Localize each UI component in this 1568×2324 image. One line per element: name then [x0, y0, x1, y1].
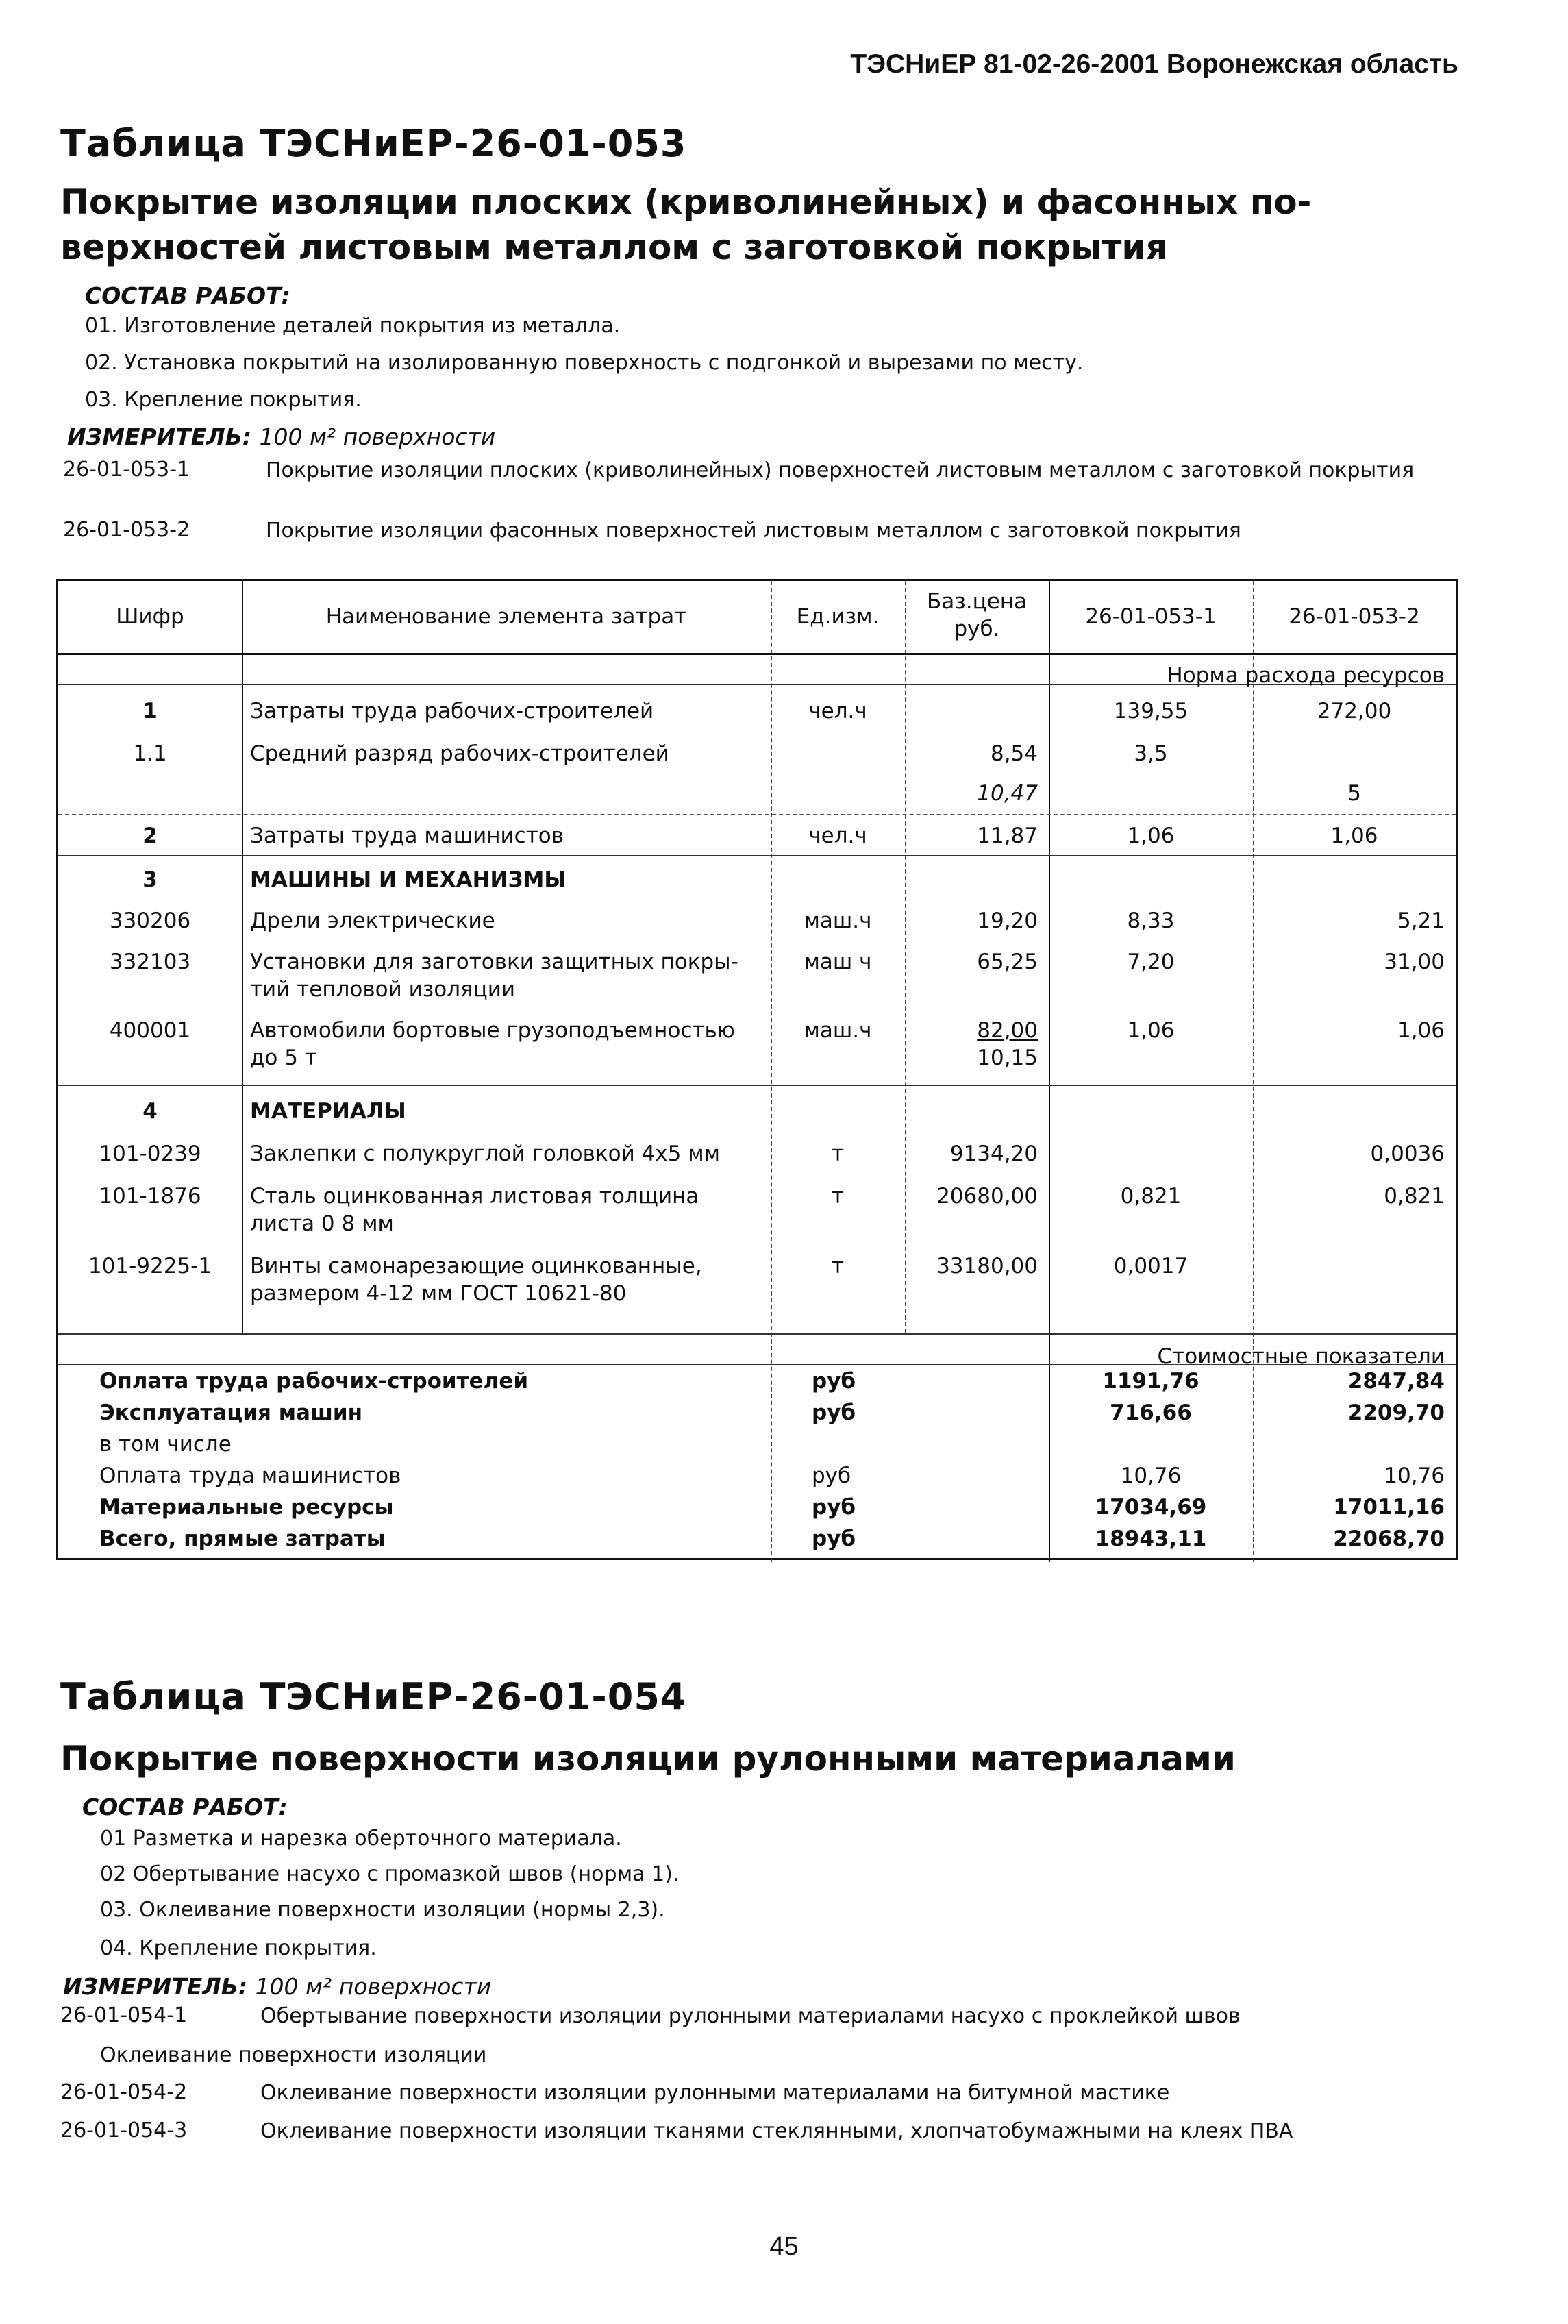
row-code: 3 — [142, 867, 158, 892]
cost-name: Эксплуатация машин — [99, 1400, 363, 1425]
description: Обертывание поверхности изоляции рулонными материалами насухо с проклейкой швов — [260, 2004, 1241, 2028]
row-name: листа 0 8 мм — [250, 1211, 394, 1236]
row-price: 19,20 — [977, 908, 1038, 933]
table1-subtitle — [60, 180, 1485, 270]
row-value-2: 1,06 — [1397, 1018, 1445, 1043]
table1-meter-unit: 100 м² поверхности — [259, 423, 496, 450]
table1-meter — [67, 423, 495, 450]
row-price-2: 10,47 — [977, 781, 1038, 806]
cost-name: Всего, прямые затраты — [99, 1526, 386, 1551]
col-header-unit: Ед.изм. — [796, 604, 880, 629]
cost-unit: руб — [812, 1400, 856, 1425]
table-grid-line — [58, 855, 1456, 856]
row-name: тий тепловой изоляции — [250, 977, 516, 1002]
row-code: 101-1876 — [99, 1184, 201, 1209]
row-unit: маш.ч — [804, 908, 872, 933]
table-grid-line — [242, 581, 243, 1333]
row-name: размером 4-12 мм ГОСТ 10621-80 — [250, 1281, 627, 1306]
row-code: 332103 — [109, 950, 191, 974]
cost-value-1: 716,66 — [1110, 1400, 1192, 1425]
cost-unit: руб — [812, 1495, 856, 1520]
description: Оклеивание поверхности изоляции тканями стеклянными, хлопчатобумажными на клеях ПВА — [260, 2119, 1293, 2143]
code: 26-01-054-1 — [60, 2003, 188, 2027]
table2-meter — [63, 1973, 491, 2000]
row-value-2: 0,0036 — [1370, 1141, 1445, 1166]
row-name: Автомобили бортовые грузоподъемностью — [250, 1018, 735, 1043]
row-code: 101-9225-1 — [88, 1254, 212, 1278]
col-header-variant-1: 26-01-053-1 — [1085, 604, 1217, 629]
table2-subtitle: Покрытие поверхности изоляции рулонными материалами — [60, 1739, 1236, 1779]
table-grid-line — [771, 581, 772, 1562]
table-grid-line — [58, 814, 1456, 815]
row-price: 82,00 — [977, 1018, 1038, 1043]
resource-table — [56, 579, 1458, 1560]
row-unit: чел.ч — [808, 699, 867, 724]
col-header-variant-2: 26-01-053-2 — [1289, 604, 1420, 629]
cost-unit: руб — [812, 1369, 856, 1394]
col-header-cipher: Шифр — [116, 604, 184, 629]
code: 26-01-054-3 — [60, 2118, 188, 2142]
row-value-2: 31,00 — [1384, 950, 1445, 974]
row-price: 11,87 — [977, 824, 1038, 848]
row-value-1: 3,5 — [1134, 741, 1168, 766]
row-name: Винты самонарезающие оцинкованные, — [250, 1254, 702, 1278]
row-value-1: 0,821 — [1120, 1184, 1182, 1209]
cost-value-1: 17034,69 — [1095, 1495, 1207, 1520]
row-price: 20680,00 — [936, 1184, 1038, 1209]
code: 26-01-053-2 — [63, 518, 190, 542]
row-unit: маш ч — [804, 950, 872, 974]
table-grid-line — [58, 1333, 1456, 1335]
table1-works-label: СОСТАВ РАБОТ: — [85, 282, 290, 309]
row-code: 101-0239 — [99, 1141, 201, 1166]
table-grid-line — [58, 1085, 1456, 1086]
description: Оклеивание поверхности изоляции рулонными материалами на битумной мастике — [260, 2081, 1170, 2105]
row-value-1: 7,20 — [1127, 950, 1175, 974]
cost-name: в том числе — [99, 1432, 232, 1457]
row-value-2: 1,06 — [1330, 824, 1378, 848]
cost-value-1: 1191,76 — [1102, 1369, 1199, 1394]
row-value-2: 272,00 — [1317, 699, 1392, 724]
row-name: Средний разряд рабочих-строителей — [250, 741, 669, 766]
running-header: ТЭСНиЕР 81-02-26-2001 Воронежская область — [850, 49, 1458, 79]
row-price: 9134,20 — [949, 1141, 1038, 1166]
section-heading: МАТЕРИАЛЫ — [250, 1099, 406, 1124]
col-header-price: Баз.цена — [926, 589, 1028, 614]
table2-work-item: 02 Обертывание насухо с промазкой швов (норма 1). — [100, 1862, 680, 1886]
description: Покрытие изоляции фасонных поверхностей листовым металлом с заготовкой покрытия — [266, 519, 1241, 543]
row-unit: т — [831, 1254, 845, 1278]
cost-value-1: 10,76 — [1120, 1463, 1182, 1488]
cost-name: Материальные ресурсы — [99, 1495, 394, 1520]
row-unit: маш.ч — [804, 1018, 872, 1043]
description: Оклеивание поверхности изоляции — [100, 2043, 487, 2067]
cost-value-2: 17011,16 — [1333, 1495, 1445, 1520]
row-value-1: 1,06 — [1127, 1018, 1175, 1043]
table2-meter-unit: 100 м² поверхности — [255, 1973, 492, 2000]
code: 26-01-053-1 — [63, 458, 190, 482]
cost-unit: руб — [812, 1463, 851, 1488]
cost-unit: руб — [812, 1526, 856, 1551]
row-price-2: 10,15 — [977, 1046, 1038, 1070]
row-code: 2 — [142, 824, 158, 848]
row-name: Сталь оцинкованная листовая толщина — [250, 1184, 699, 1209]
row-value-2: 5,21 — [1397, 908, 1445, 933]
norm-header: Норма расхода ресурсов — [1167, 663, 1445, 688]
table1-meter-label: ИЗМЕРИТЕЛЬ: — [67, 423, 252, 450]
row-unit: т — [831, 1141, 845, 1166]
row-code: 1 — [142, 699, 158, 724]
section-heading: МАШИНЫ И МЕХАНИЗМЫ — [250, 867, 567, 892]
cost-value-2: 22068,70 — [1333, 1526, 1445, 1551]
table2-title: Таблица ТЭСНиЕР-26-01-054 — [60, 1675, 687, 1718]
row-unit: чел.ч — [808, 824, 867, 848]
table1-work-item: 03. Крепление покрытия. — [85, 388, 362, 412]
row-value-1: 0,0017 — [1113, 1254, 1189, 1278]
cost-name: Оплата труда рабочих-строителей — [99, 1369, 529, 1394]
cost-value-2: 2847,84 — [1347, 1369, 1445, 1394]
table1-subtitle-line2: верхностей листовым металлом с заготовкой покрытия — [60, 227, 1168, 267]
cost-value-2: 10,76 — [1384, 1463, 1445, 1488]
row-name: Дрели электрические — [250, 908, 495, 933]
row-unit: т — [831, 1184, 845, 1209]
table2-works-label: СОСТАВ РАБОТ: — [82, 1794, 288, 1820]
row-code: 330206 — [109, 908, 191, 933]
table2-work-item: 04. Крепление покрытия. — [100, 1936, 377, 1960]
cost-value-1: 18943,11 — [1095, 1526, 1207, 1551]
row-price: 8,54 — [990, 741, 1038, 766]
table1-work-item: 02. Установка покрытий на изолированную поверхность с подгонкой и вырезами по месту. — [85, 351, 1084, 375]
description: Покрытие изоляции плоских (криволинейных) поверхностей листовым металлом с заготовкой покрытия — [266, 458, 1415, 482]
row-name: Заклепки с полукруглой головкой 4х5 мм — [250, 1141, 720, 1166]
page-number: 45 — [769, 2232, 799, 2261]
row-value-2: 0,821 — [1384, 1184, 1445, 1209]
cost-name: Оплата труда машинистов — [99, 1463, 401, 1488]
row-code: 4 — [142, 1099, 158, 1124]
cost-header: Стоимостные показатели — [1157, 1344, 1445, 1369]
row-name: Установки для заготовки защитных покры- — [250, 950, 738, 974]
row-price: 33180,00 — [936, 1254, 1038, 1278]
row-value-2: 5 — [1347, 781, 1361, 806]
row-value-1: 139,55 — [1113, 699, 1189, 724]
row-code: 1.1 — [133, 741, 167, 766]
col-header-price-unit: руб. — [954, 617, 1000, 641]
code: 26-01-054-2 — [60, 2080, 188, 2104]
table2-work-item: 01 Разметка и нарезка оберточного материала. — [100, 1827, 622, 1851]
row-value-1: 8,33 — [1127, 908, 1175, 933]
cost-value-2: 2209,70 — [1347, 1400, 1445, 1425]
row-code: 400001 — [109, 1018, 191, 1043]
row-name: Затраты труда рабочих-строителей — [250, 699, 654, 724]
table1-title: Таблица ТЭСНиЕР-26-01-053 — [60, 122, 687, 165]
table2-meter-label: ИЗМЕРИТЕЛЬ: — [63, 1973, 248, 2000]
row-name: Затраты труда машинистов — [250, 824, 564, 848]
table-grid-line — [58, 653, 1456, 655]
table1-subtitle-line1: Покрытие изоляции плоских (криволинейных) и фасонных по- — [60, 182, 1312, 222]
col-header-name: Наименование элемента затрат — [325, 604, 687, 629]
table1-work-item: 01. Изготовление деталей покрытия из металла. — [85, 314, 621, 338]
row-name: до 5 т — [250, 1046, 317, 1070]
table2-work-item: 03. Оклеивание поверхности изоляции (нормы 2,3). — [100, 1898, 665, 1922]
row-price: 65,25 — [977, 950, 1038, 974]
row-value-1: 1,06 — [1127, 824, 1175, 848]
